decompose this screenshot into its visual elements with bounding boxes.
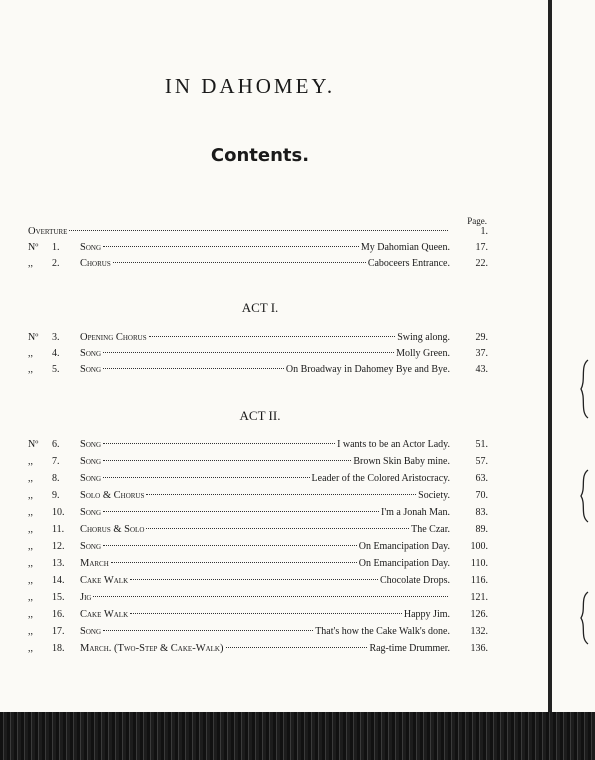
toc-number: 18.	[52, 643, 65, 654]
dot-leader	[103, 545, 357, 546]
toc-page: 51.	[475, 439, 488, 450]
toc-title: My Dahomian Queen.	[360, 242, 450, 253]
dot-leader	[111, 562, 357, 563]
dot-leader	[103, 246, 359, 247]
contents-heading: Contents.	[210, 145, 310, 166]
dot-leader	[103, 368, 284, 369]
toc-page: 116.	[470, 575, 488, 586]
toc-no-prefix: ,,	[28, 643, 33, 654]
toc-title: That's how the Cake Walk's done.	[315, 626, 450, 637]
toc-title: I wants to be an Actor Lady.	[337, 439, 450, 450]
toc-title: Chocolate Drops.	[380, 575, 450, 586]
toc-row	[28, 439, 488, 455]
toc-row	[28, 575, 488, 591]
toc-row	[28, 592, 488, 608]
act-1-heading: ACT I.	[241, 300, 279, 315]
toc-type: Cake Walk	[80, 575, 129, 586]
toc-number: 9.	[52, 490, 60, 501]
toc-row	[28, 258, 488, 274]
toc-page: 43.	[475, 364, 488, 375]
dot-leader	[103, 630, 313, 631]
toc-title: Happy Jim.	[403, 609, 450, 620]
dot-leader	[103, 477, 310, 478]
toc-type: Song	[80, 507, 102, 518]
toc-no-prefix: ,,	[28, 490, 33, 501]
toc-number: 10.	[52, 507, 65, 518]
toc-page: 121.	[470, 592, 488, 603]
toc-no-prefix: Nº	[28, 439, 39, 450]
left-brace-mark	[578, 358, 592, 420]
toc-page: 17.	[475, 242, 488, 253]
toc-type: Chorus	[80, 258, 111, 269]
toc-number: 1.	[52, 242, 60, 253]
toc-row	[28, 242, 488, 258]
toc-type: Song	[80, 242, 102, 253]
toc-page: 22.	[475, 258, 488, 269]
toc-row	[28, 473, 488, 489]
toc-row	[28, 643, 488, 659]
toc-row	[28, 558, 488, 574]
dot-leader	[113, 262, 366, 263]
toc-title: I'm a Jonah Man.	[380, 507, 450, 518]
toc-number: 11.	[52, 524, 65, 535]
toc-row	[28, 541, 488, 557]
page-column-heading: Page.	[467, 216, 487, 226]
dot-leader	[69, 230, 448, 231]
toc-page: 132.	[470, 626, 488, 637]
toc-page: 63.	[475, 473, 488, 484]
toc-page: 89.	[475, 524, 488, 535]
dot-leader	[130, 579, 378, 580]
toc-page: 1.	[480, 226, 488, 237]
toc-no-prefix: ,,	[28, 575, 33, 586]
toc-number: 8.	[52, 473, 60, 484]
toc-no-prefix: ,,	[28, 558, 33, 569]
page-title: IN DAHOMEY.	[164, 74, 336, 98]
toc-no-prefix: ,,	[28, 364, 33, 375]
toc-no-prefix: ,,	[28, 541, 33, 552]
left-brace-mark	[578, 468, 592, 524]
toc-row	[28, 609, 488, 625]
scan-bottom-band	[0, 712, 595, 760]
toc-number: 16.	[52, 609, 65, 620]
toc-type: Song	[80, 541, 102, 552]
toc-row	[28, 507, 488, 523]
toc-title: On Emancipation Day.	[358, 558, 450, 569]
toc-row	[28, 626, 488, 642]
act-2-heading: ACT II.	[239, 408, 281, 423]
toc-no-prefix: ,,	[28, 609, 33, 620]
toc-page: 37.	[475, 348, 488, 359]
toc-number: 3.	[52, 332, 60, 343]
page-binding-edge	[548, 0, 552, 712]
toc-number: 12.	[52, 541, 65, 552]
dot-leader	[226, 647, 368, 648]
toc-type: Chorus & Solo	[80, 524, 145, 535]
toc-type: Opening Chorus	[80, 332, 147, 343]
toc-title: On Emancipation Day.	[358, 541, 450, 552]
toc-row	[28, 524, 488, 540]
toc-number: 6.	[52, 439, 60, 450]
toc-no-prefix: ,,	[28, 507, 33, 518]
toc-page: 29.	[475, 332, 488, 343]
toc-row	[28, 456, 488, 472]
toc-title: Molly Green.	[396, 348, 450, 359]
toc-type: Cake Walk	[80, 609, 129, 620]
toc-title: Swing along.	[397, 332, 450, 343]
toc-page: 100.	[470, 541, 488, 552]
toc-page: 70.	[475, 490, 488, 501]
toc-title: On Broadway in Dahomey Bye and Bye.	[285, 364, 450, 375]
toc-type: Jig	[80, 592, 92, 603]
toc-page: 110.	[470, 558, 488, 569]
toc-row	[28, 490, 488, 506]
toc-row-overture	[28, 226, 488, 242]
toc-number: 15.	[52, 592, 65, 603]
toc-type: Song	[80, 364, 102, 375]
toc-number: 5.	[52, 364, 60, 375]
dot-leader	[103, 511, 379, 512]
toc-type: Song	[80, 348, 102, 359]
toc-page: 136.	[470, 643, 488, 654]
dot-leader	[103, 443, 335, 444]
toc-type: Song	[80, 626, 102, 637]
toc-page: 83.	[475, 507, 488, 518]
toc-no-prefix: ,,	[28, 524, 33, 535]
toc-no-prefix: ,,	[28, 258, 33, 269]
dot-leader	[93, 596, 448, 597]
toc-type: Overture	[28, 226, 68, 237]
toc-no-prefix: ,,	[28, 456, 33, 467]
toc-type: Song	[80, 456, 102, 467]
left-brace-mark	[578, 590, 592, 646]
toc-page: 57.	[475, 456, 488, 467]
toc-row	[28, 364, 488, 380]
dot-leader	[146, 528, 409, 529]
toc-type: Song	[80, 439, 102, 450]
toc-row	[28, 332, 488, 348]
toc-title: Caboceers Entrance.	[367, 258, 450, 269]
toc-type: March. (Two-Step & Cake-Walk)	[80, 643, 224, 654]
toc-number: 4.	[52, 348, 60, 359]
toc-number: 2.	[52, 258, 60, 269]
toc-no-prefix: Nº	[28, 242, 39, 253]
dot-leader	[149, 336, 396, 337]
toc-no-prefix: ,,	[28, 626, 33, 637]
toc-title: Leader of the Colored Aristocracy.	[311, 473, 450, 484]
toc-type: Solo & Chorus	[80, 490, 145, 501]
toc-row	[28, 348, 488, 364]
toc-type: Song	[80, 473, 102, 484]
toc-title: Brown Skin Baby mine.	[353, 456, 450, 467]
toc-number: 13.	[52, 558, 65, 569]
toc-title: The Czar.	[411, 524, 450, 535]
dot-leader	[103, 352, 394, 353]
toc-no-prefix: ,,	[28, 473, 33, 484]
toc-page: 126.	[470, 609, 488, 620]
toc-number: 17.	[52, 626, 65, 637]
toc-title: Society.	[418, 490, 450, 501]
dot-leader	[103, 460, 351, 461]
toc-no-prefix: ,,	[28, 348, 33, 359]
toc-title: Rag-time Drummer.	[369, 643, 450, 654]
toc-no-prefix: ,,	[28, 592, 33, 603]
dot-leader	[146, 494, 416, 495]
toc-type: March	[80, 558, 109, 569]
dot-leader	[130, 613, 402, 614]
toc-no-prefix: Nº	[28, 332, 39, 343]
toc-number: 14.	[52, 575, 65, 586]
toc-number: 7.	[52, 456, 60, 467]
